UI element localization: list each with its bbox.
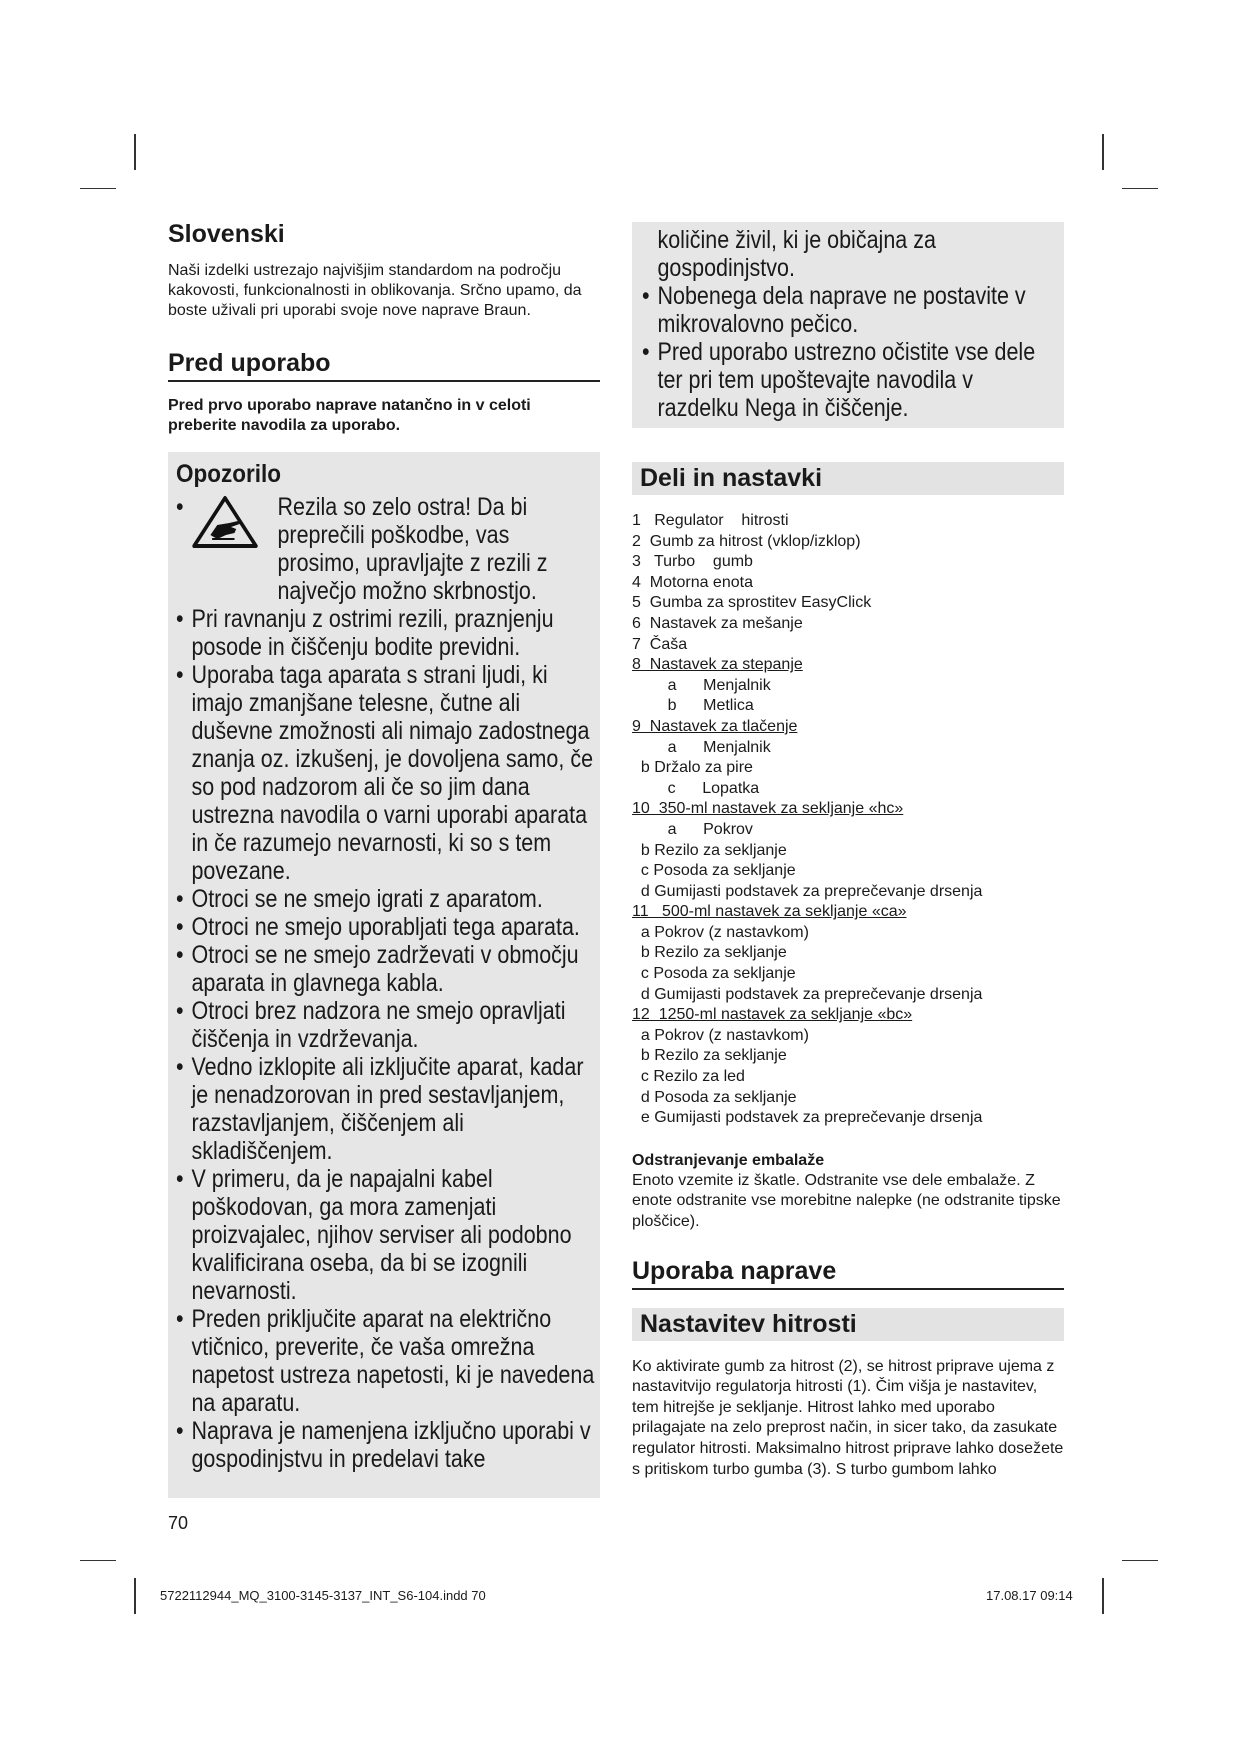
left-column bbox=[168, 216, 600, 1498]
warning-bullet: • V primeru, da je napajalni kabel poškodovan, ga mora zamenjati proizvajalec, njihov serviser ali podobno kvalificirana oseba, da bi se izognili nevarnosti. bbox=[176, 1165, 572, 1305]
warning-bullet: • Otroci se ne smejo igrati z aparatom. bbox=[176, 885, 543, 913]
crop-mark bbox=[1122, 188, 1158, 189]
list-item: 2 Gumb za hitrost (vklop/izklop) bbox=[632, 532, 861, 550]
list-item: a Menjalnik bbox=[632, 676, 771, 694]
list-item: 1 Regulator hitrosti bbox=[632, 512, 789, 529]
warning-bullet: • Vedno izklopite ali izključite aparat, kadar je nenadzorovan in pred sestavljanjem, razstavljanjem, čiščenjem ali skladiščenjem. bbox=[176, 1053, 584, 1165]
crop-mark bbox=[134, 1578, 136, 1614]
crop-mark bbox=[134, 134, 136, 170]
parts-title: Deli in nastavki bbox=[632, 462, 1064, 495]
list-item: b Držalo za pire bbox=[632, 759, 753, 777]
list-item: b Rezilo za sekljanje bbox=[632, 944, 787, 962]
crop-mark bbox=[80, 188, 116, 189]
footer-file: 5722112944_MQ_3100-3145-3137_INT_S6-104.indd 70 bbox=[160, 1588, 486, 1603]
list-item: 7 Čaša bbox=[632, 635, 688, 653]
crop-mark bbox=[80, 1560, 116, 1561]
continued-text: količine živil, ki je običajna za gospodinjstvo. bbox=[657, 226, 936, 282]
list-item: 11 500-ml nastavek za sekljanje «ca» bbox=[632, 903, 907, 921]
list-item: c Posoda za sekljanje bbox=[632, 965, 796, 983]
hand-blade-warning-icon bbox=[191, 493, 277, 555]
list-item: d Posoda za sekljanje bbox=[632, 1088, 797, 1106]
list-item: b Rezilo za sekljanje bbox=[632, 1047, 787, 1065]
list-item: 8 Nastavek za stepanje bbox=[632, 656, 803, 674]
list-item: d Gumijasti podstavek za preprečevanje drsenja bbox=[632, 882, 983, 900]
list-item: c Rezilo za led bbox=[632, 1068, 745, 1086]
warning-bullet: • Uporaba taga aparata s strani ljudi, ki imajo zmanjšane telesne, čutne ali duševne zmožnosti ali nimajo zadostnega znanja oz. izkušenj, je dovoljena samo, če so pod nadzorom ali če so jim dana ustrezna navodila o varni uporabi aparata in če razumejo nevarnosti, ki so s tem povezane. bbox=[176, 661, 594, 885]
footer-date: 17.08.17 09:14 bbox=[986, 1588, 1073, 1603]
crop-mark bbox=[1102, 1578, 1104, 1614]
list-item: 4 Motorna enota bbox=[632, 573, 753, 591]
bold-intro: Pred prvo uporabo naprave natančno in v celoti preberite navodila za uporabo. bbox=[168, 397, 531, 434]
list-item: a Pokrov bbox=[632, 820, 753, 838]
list-item: b Metlica bbox=[632, 697, 754, 715]
page-number: 70 bbox=[168, 1513, 189, 1533]
list-item: b Rezilo za sekljanje bbox=[632, 841, 787, 859]
list-item: 10 350-ml nastavek za sekljanje «hc» bbox=[632, 800, 904, 818]
warning-title: Opozorilo bbox=[176, 460, 281, 488]
warning-bullet: • Otroci brez nadzora ne smejo opravljati čiščenja in vzdrževanja. bbox=[176, 997, 566, 1053]
crop-mark bbox=[1122, 1560, 1158, 1561]
warning-bullets bbox=[176, 493, 597, 1473]
bullet-dot: • bbox=[176, 493, 184, 521]
warning-bullet: • Otroci se ne smejo zadrževati v območju aparata in glavnega kabla. bbox=[176, 941, 579, 997]
list-item: 9 Nastavek za tlačenje bbox=[632, 717, 798, 735]
list-item: a Pokrov (z nastavkom) bbox=[632, 1026, 809, 1044]
list-item: a Pokrov (z nastavkom) bbox=[632, 923, 809, 941]
intro-paragraph: Naši izdelki ustrezajo najvišjim standardom na področju kakovosti, funkcionalnosti in oblikovanja. Srčno upamo, da boste uživali pri uporabi svoje nove naprave Braun. bbox=[168, 262, 582, 319]
right-column bbox=[632, 222, 1064, 1480]
warning-bullet: • Pred uporabo ustrezno očistite vse dele ter pri tem upoštevajte navodila v razdelku Nega in čiščenje. bbox=[642, 338, 1036, 422]
speed-text: Ko aktivirate gumb za hitrost (2), se hitrost priprave ujema z nastavitvijo regulatorja hitrosti (1). Čim višja je nastavitev, tem hitrejše je sekljanje. Hitrost lahko med uporabo prilagajate na zelo preprost način, in sicer tako, da zasukate regulator hitrosti. Maksimalno hitrost priprave lahko dosežete s pritiskom turbo gumba (3). S turbo gumbom lahko bbox=[632, 1357, 1064, 1478]
warning-bullet: • Pri ravnanju z ostrimi rezili, praznjenju posode in čiščenju bodite previdni. bbox=[176, 605, 554, 661]
warning-bullet: • Otroci ne smejo uporabljati tega aparata. bbox=[176, 913, 580, 941]
warning-bullet: • Nobenega dela naprave ne postavite v mikrovalovno pečico. bbox=[642, 282, 1026, 338]
use-title: Uporaba naprave bbox=[632, 1257, 1064, 1290]
unpack-text: Enoto vzemite iz škatle. Odstranite vse dele embalaže. Z enote odstranite vse morebitne nalepke (ne odstranite tipske ploščice). bbox=[632, 1171, 1061, 1230]
warning-bullet: • Naprava je namenjena izključno uporabi v gospodinjstvu in predelavi take bbox=[176, 1417, 591, 1473]
parts-list bbox=[632, 511, 1064, 1129]
list-item: e Gumijasti podstavek za preprečevanje drsenja bbox=[632, 1109, 983, 1127]
unpack-title: Odstranjevanje embalaže bbox=[632, 1151, 825, 1169]
list-item: c Posoda za sekljanje bbox=[632, 862, 796, 880]
list-item: d Gumijasti podstavek za preprečevanje drsenja bbox=[632, 985, 983, 1003]
list-item: a Menjalnik bbox=[632, 738, 771, 756]
warning-box bbox=[168, 452, 600, 1498]
warning-bullet: • Preden priključite aparat na električno vtičnico, preverite, če vaša omrežna napetost ustreza napetosti, ki je navedena na aparatu. bbox=[176, 1305, 595, 1417]
language-title: Slovenski bbox=[168, 220, 285, 248]
list-item: 5 Gumba za sprostitev EasyClick bbox=[632, 594, 872, 612]
warning-continuation-box bbox=[632, 222, 1064, 428]
crop-mark bbox=[1102, 134, 1104, 170]
speed-title: Nastavitev hitrosti bbox=[632, 1308, 1064, 1341]
warning-bullet bbox=[176, 493, 597, 605]
warning-bullet-text: Rezila so zelo ostra! Da bi preprečili poškodbe, vas prosimo, upravljajte z rezili z največjo možno skrbnostjo. bbox=[277, 493, 548, 605]
section-title-before-use: Pred uporabo bbox=[168, 349, 600, 382]
list-item: 12 1250-ml nastavek za sekljanje «bc» bbox=[632, 1006, 913, 1024]
list-item: 6 Nastavek za mešanje bbox=[632, 614, 803, 632]
list-item: 3 Turbo gumb bbox=[632, 553, 753, 571]
list-item: c Lopatka bbox=[632, 779, 760, 797]
